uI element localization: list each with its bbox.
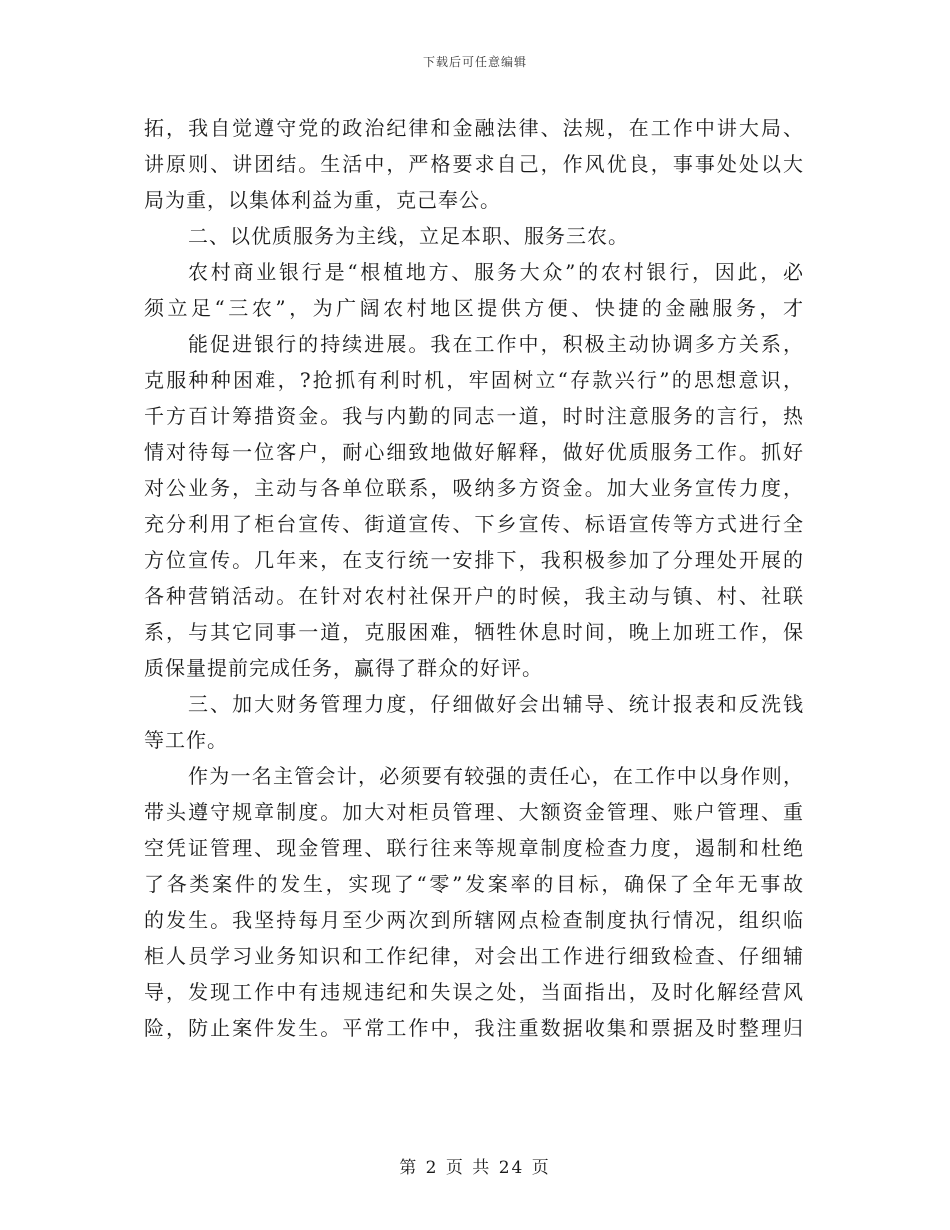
- text-line: 了各类案件的发生，实现了“零”发案率的目标，确保了全年无事故: [144, 872, 804, 896]
- text-line: 能促进银行的持续进展。我在工作中，积极主动协调多方关系，: [188, 332, 804, 356]
- text-line: 对公业务，主动与各单位联系，吸纳多方资金。加大业务宣传力度，: [144, 476, 804, 500]
- document-body: [144, 110, 804, 1046]
- text-line: 导，发现工作中有违规违纪和失误之处，当面指出，及时化解经营风: [144, 980, 804, 1004]
- text-line: 险，防止案件发生。平常工作中，我注重数据收集和票据及时整理归: [144, 1016, 804, 1040]
- text-line: 系，与其它同事一道，克服困难，牺牲休息时间，晚上加班工作，保: [144, 620, 804, 644]
- section-heading-3: 三、加大财务管理力度，仔细做好会出辅导、统计报表和反洗钱: [188, 692, 804, 716]
- text-line: 充分利用了柜台宣传、街道宣传、下乡宣传、标语宣传等方式进行全: [144, 512, 804, 536]
- text-line: 等工作。: [144, 728, 228, 752]
- text-line: 讲原则、讲团结。生活中，严格要求自己，作风优良，事事处处以大: [144, 152, 804, 176]
- text-line: 各种营销活动。在针对农村社保开户的时候，我主动与镇、村、社联: [144, 584, 804, 608]
- text-line: 作为一名主管会计，必须要有较强的责任心，在工作中以身作则，: [188, 764, 804, 788]
- text-line: 拓，我自觉遵守党的政治纪律和金融法律、法规，在工作中讲大局、: [144, 116, 804, 140]
- text-line: 农村商业银行是“根植地方、服务大众”的农村银行，因此，必: [188, 260, 804, 284]
- text-line: 空凭证管理、现金管理、联行往来等规章制度检查力度，遏制和杜绝: [144, 836, 804, 860]
- text-line: 带头遵守规章制度。加大对柜员管理、大额资金管理、账户管理、重: [144, 800, 804, 824]
- text-line: 须立足“三农”，为广阔农村地区提供方便、快捷的金融服务，才: [144, 296, 804, 320]
- text-line: 柜人员学习业务知识和工作纪律，对会出工作进行细致检查、仔细辅: [144, 944, 804, 968]
- text-line: 方位宣传。几年来，在支行统一安排下，我积极参加了分理处开展的: [144, 548, 804, 572]
- text-line: 质保量提前完成任务，赢得了群众的好评。: [144, 656, 543, 680]
- page-header: 下载后可任意编辑: [422, 55, 527, 69]
- page-number: 第 2 页 共 24 页: [399, 1158, 551, 1178]
- text-line: 情对待每一位客户，耐心细致地做好解释，做好优质服务工作。抓好: [144, 440, 804, 464]
- text-line: 局为重，以集体利益为重，克己奉公。: [144, 188, 501, 212]
- text-line: 的发生。我坚持每月至少两次到所辖网点检查制度执行情况，组织临: [144, 908, 804, 932]
- text-line: 克服种种困难，?抢抓有利时机，牢固树立“存款兴行”的思想意识，: [144, 368, 804, 392]
- section-heading-2: 二、以优质服务为主线，立足本职、服务三农。: [188, 224, 629, 248]
- text-line: 千方百计筹措资金。我与内勤的同志一道，时时注意服务的言行，热: [144, 404, 804, 428]
